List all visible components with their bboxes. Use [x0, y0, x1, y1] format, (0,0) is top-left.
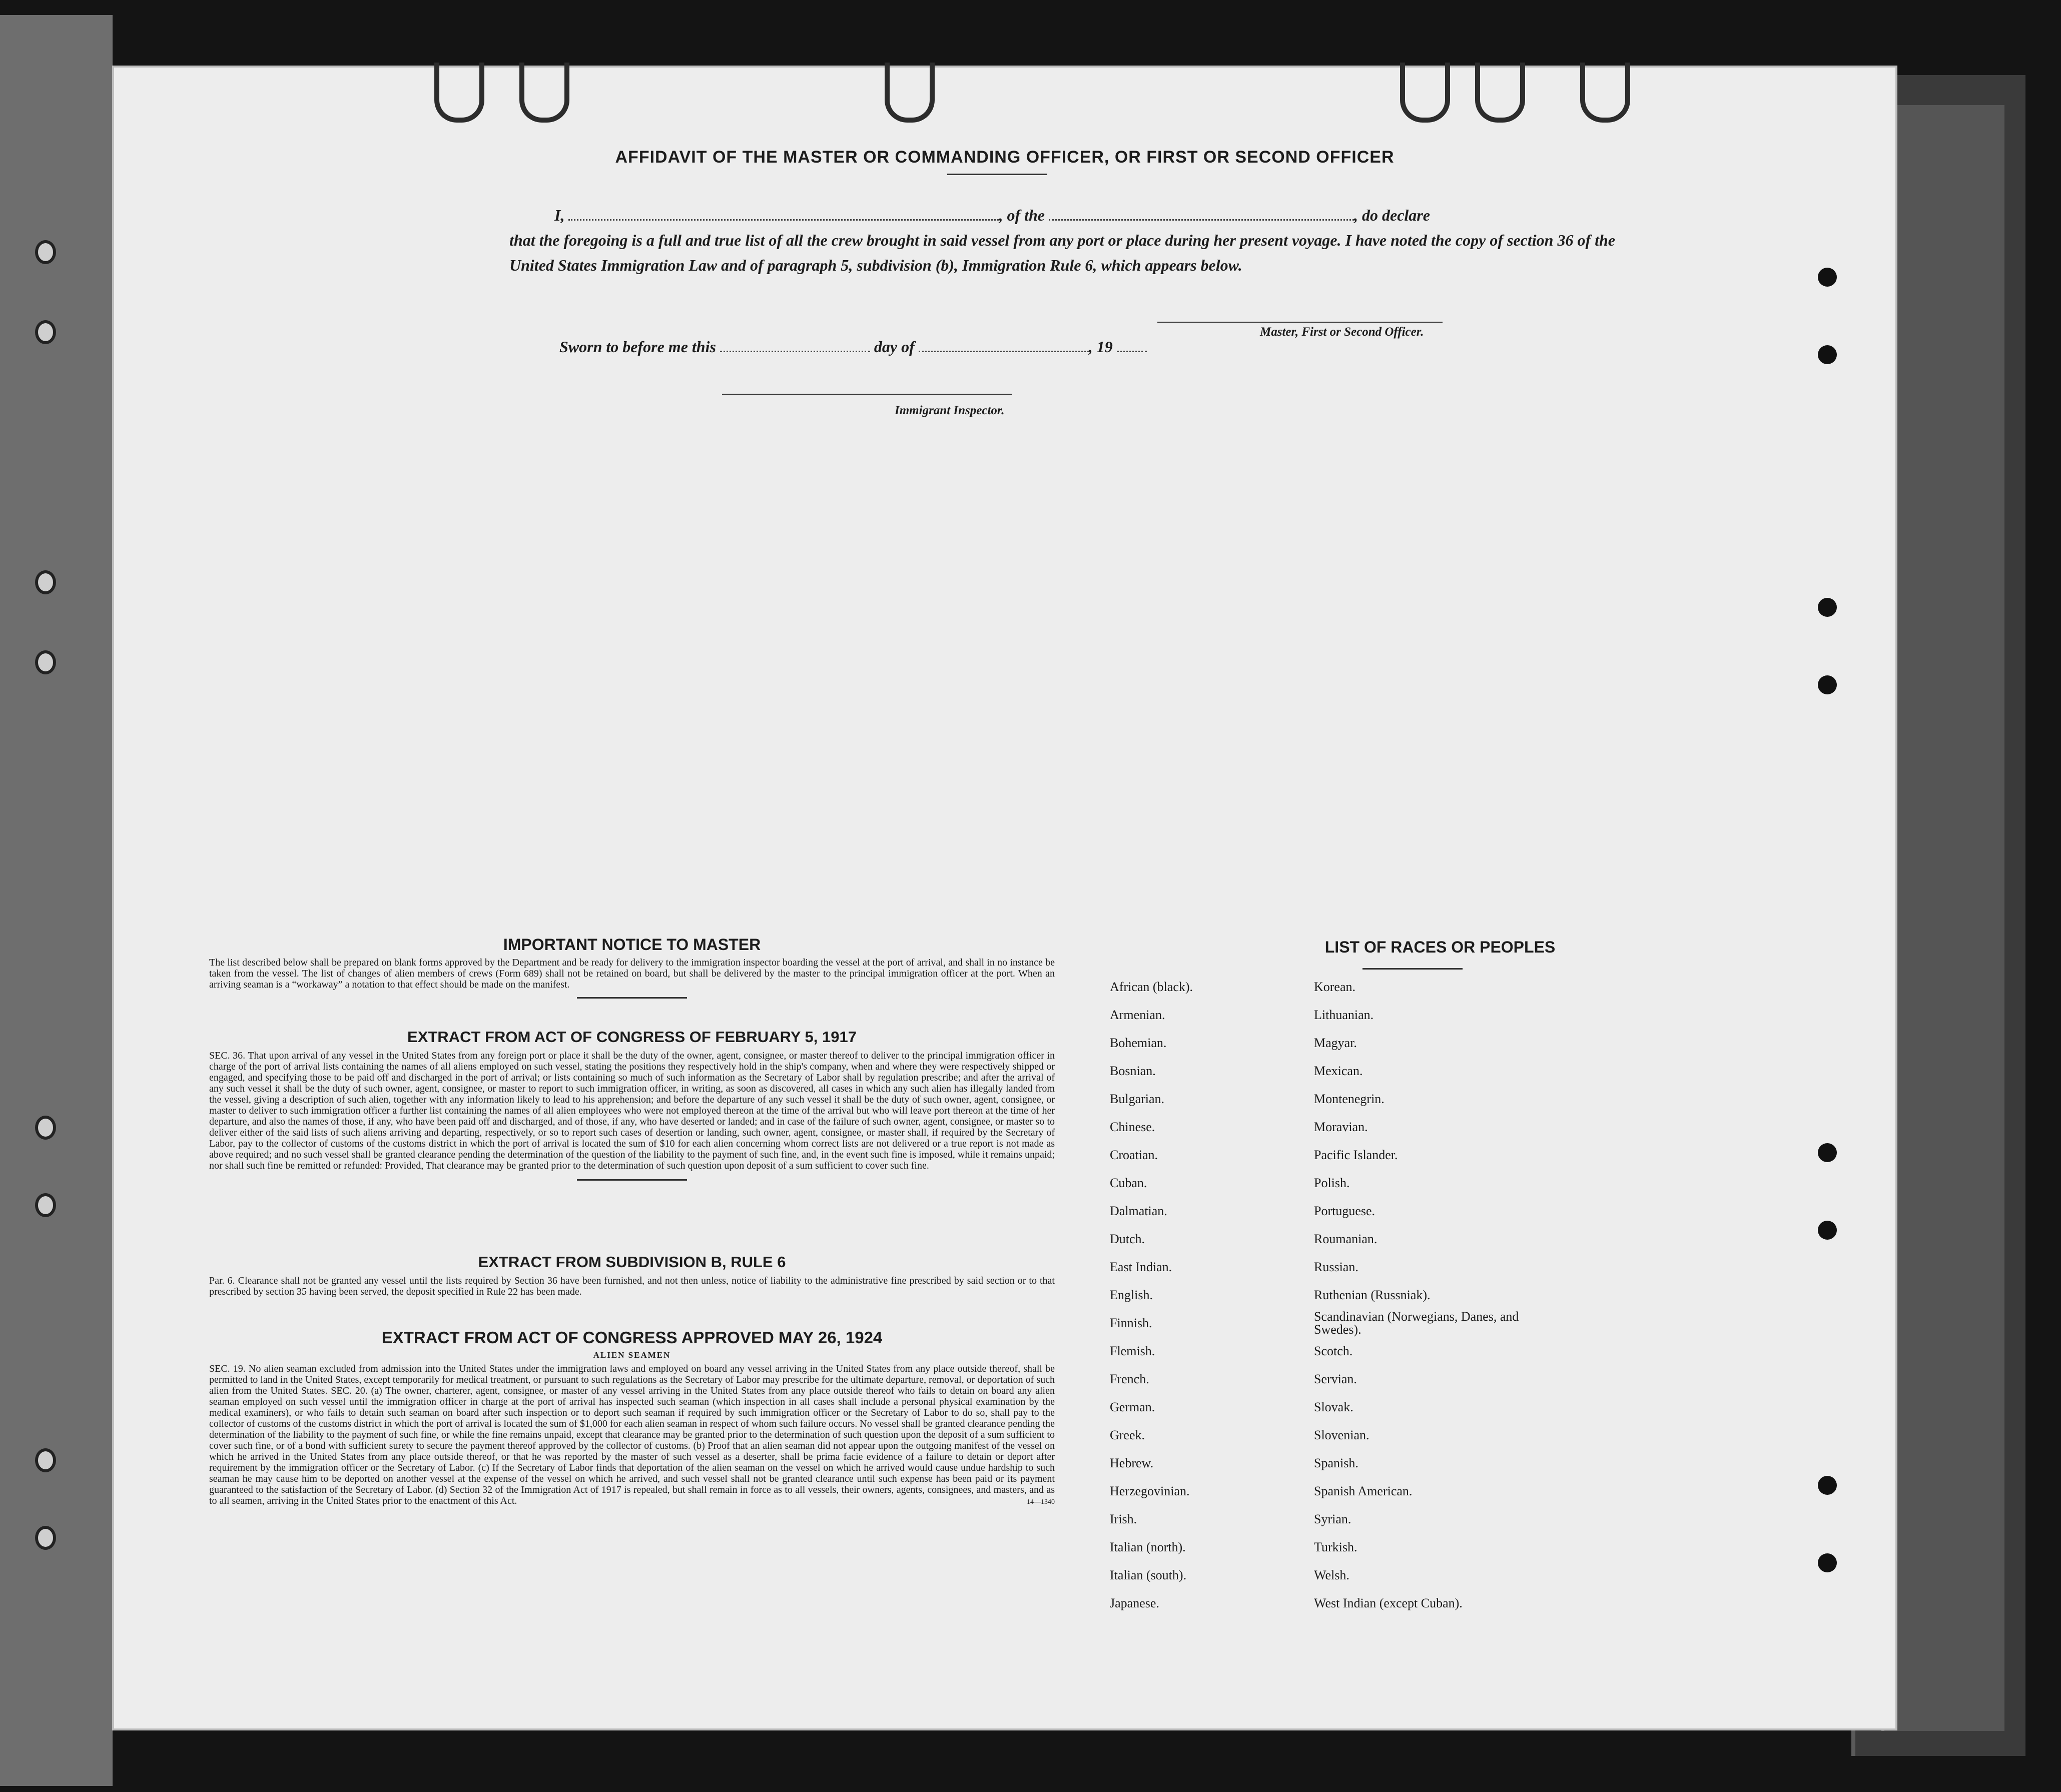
- punch-hole-icon: [1818, 1221, 1837, 1240]
- manifest-page: [114, 68, 1895, 1728]
- race-item: Russian.: [1314, 1260, 1358, 1274]
- race-item: Croatian.: [1110, 1148, 1158, 1162]
- notice-section: [209, 936, 1055, 999]
- binder-hole-icon: [35, 1526, 56, 1550]
- race-item: Slovak.: [1314, 1400, 1353, 1414]
- sworn-year-field[interactable]: [1117, 341, 1147, 352]
- binding-ring-icon: [885, 63, 935, 123]
- extract-1924-heading: EXTRACT FROM ACT OF CONGRESS APPROVED MAY 26, 1924: [381, 1328, 883, 1347]
- affidavit-heading: AFFIDAVIT OF THE MASTER OR COMMANDING OFFICER, OR FIRST OR SECOND OFFICER: [615, 148, 1395, 167]
- binder-hole-icon: [35, 320, 56, 344]
- sworn-day-of-label: day of: [874, 338, 915, 356]
- race-item: Irish.: [1110, 1512, 1137, 1526]
- extract-1917-heading: EXTRACT FROM ACT OF CONGRESS OF FEBRUARY 5, 1917: [407, 1028, 857, 1046]
- race-item: Roumanian.: [1314, 1232, 1378, 1246]
- affidavit-declaration: [509, 203, 1615, 278]
- sworn-label: Sworn to before me this: [559, 338, 716, 356]
- race-item: Italian (south).: [1110, 1568, 1187, 1582]
- binding-ring-icon: [519, 63, 569, 123]
- sworn-line: [559, 338, 1147, 356]
- punch-hole-icon: [1818, 1143, 1837, 1162]
- race-item: Spanish American.: [1314, 1484, 1413, 1498]
- race-item: Finnish.: [1110, 1316, 1152, 1330]
- sworn-day-field[interactable]: [720, 341, 870, 352]
- race-item: Korean.: [1314, 980, 1356, 994]
- race-item: French.: [1110, 1372, 1149, 1386]
- vessel-field[interactable]: [1049, 209, 1354, 221]
- punch-hole-icon: [1818, 675, 1837, 694]
- extract-1917-rule: [577, 1179, 687, 1181]
- notice-rule: [577, 997, 687, 999]
- races-rule: [1362, 968, 1463, 970]
- race-item: English.: [1110, 1288, 1153, 1302]
- rule-6-section: [209, 1253, 1055, 1297]
- sworn-month-field[interactable]: [919, 341, 1089, 352]
- race-item: East Indian.: [1110, 1260, 1172, 1274]
- race-item: Ruthenian (Russniak).: [1314, 1288, 1431, 1302]
- race-item: Polish.: [1314, 1176, 1350, 1190]
- binder-hole-icon: [35, 1193, 56, 1217]
- race-item: Servian.: [1314, 1372, 1357, 1386]
- binding-ring-icon: [1475, 63, 1525, 123]
- binder-hole-icon: [35, 240, 56, 264]
- left-binding-strip: [0, 15, 113, 1786]
- binder-hole-icon: [35, 1116, 56, 1140]
- extract-1924-subheading: ALIEN SEAMEN: [593, 1350, 671, 1360]
- punch-hole-icon: [1818, 345, 1837, 364]
- race-item: Cuban.: [1110, 1176, 1147, 1190]
- race-item: Lithuanian.: [1314, 1008, 1374, 1022]
- name-field[interactable]: [568, 209, 999, 221]
- race-item: Scotch.: [1314, 1344, 1353, 1358]
- races-list: [1110, 973, 1540, 1617]
- sworn-year-label: , 19: [1088, 338, 1113, 356]
- race-item: Bulgarian.: [1110, 1092, 1165, 1106]
- punch-hole-icon: [1818, 1476, 1837, 1495]
- extract-1917-text: SEC. 36. That upon arrival of any vessel in the United States from any foreign port or place it shall be the duty of the owner, agent, consignee, or master thereof to deliver to the principal immigration officer in charge of the port of arrival lists containing the names of all aliens employed on such vessel, stating the positions they respectively hold in the ship's company, when and where they were respectively shipped or engaged, and specifying those to be paid off and discharged in the port of arrival; or lists containing so much of such information as the Secretary of Labor shall by regulation prescribe; and after the arrival of any such vessel it shall be the duty of such owner, agent, consignee, or master to report to such immigration officer, in writing, as soon as discovered, all cases in which any such alien has illegally landed from the vessel, giving a description of such alien, together with any information likely to lead to his apprehension; and before the departure of any such vessel it shall be the duty of such owner, agent, consignee, or master to deliver to such immigration officer a further list containing the names of all alien employees who were not employed thereon at the time of the arrival but who will leave port thereon at the time of her departure, and also the names of those, if any, who have been paid off and discharged, and of those, if any, who have deserted or landed; and in case of the failure of such owner, agent, consignee, or master so to deliver either of the said lists of such aliens arriving and departing, respectively, or so to report such cases of desertion or landing, such owner, agent, consignee, or master shall, if required by the Secretary of Labor, pay to the collector of customs of the customs district in which the port of arrival is located the sum of $10 for each alien concerning whom correct lists are not delivered or a true report is not made as above required; and no such vessel shall be granted clearance pending the determination of the question of the liability to the payment of such fine, and, in the event such fine is imposed, while it remains unpaid; nor shall such fine be remitted or refunded: Provided, That clearance may be granted prior to the determination of such question upon deposit of a sum sufficient to cover such fine.: [209, 1050, 1055, 1171]
- race-item: Slovenian.: [1314, 1428, 1369, 1442]
- affidavit-i-label: I,: [554, 206, 565, 224]
- race-item: Bosnian.: [1110, 1064, 1156, 1078]
- race-item: Italian (north).: [1110, 1540, 1186, 1554]
- race-item: Syrian.: [1314, 1512, 1351, 1526]
- race-item: German.: [1110, 1400, 1155, 1414]
- binding-ring-icon: [434, 63, 484, 123]
- notice-heading: IMPORTANT NOTICE TO MASTER: [503, 936, 761, 954]
- race-item: Magyar.: [1314, 1036, 1357, 1050]
- binding-ring-icon: [1400, 63, 1450, 123]
- punch-hole-icon: [1818, 1553, 1837, 1572]
- binding-ring-icon: [1580, 63, 1630, 123]
- rule-6-text: Par. 6. Clearance shall not be granted any vessel until the lists required by Section 36 have been furnished, and not then unless, notice of liability to the administrative fine prescribed by said section or to that prescribed by section 35 having been served, the deposit specified in Rule 22 has been made.: [209, 1275, 1055, 1297]
- race-item: West Indian (except Cuban).: [1314, 1596, 1463, 1610]
- underlying-page-edge: [1881, 105, 2004, 1731]
- affidavit-body: that the foregoing is a full and true list of all the crew brought in said vessel from any port or place during her present voyage. I have noted the copy of section 36 of the United States Immigration Law and of paragraph 5, subdivision (b), Immigration Rule 6, which appears below.: [509, 231, 1615, 274]
- affidavit-of-label: , of the: [999, 206, 1045, 224]
- punch-hole-icon: [1818, 598, 1837, 617]
- race-item: Scandinavian (Norwegians, Danes, and Swedes).: [1314, 1309, 1519, 1337]
- extract-1917-section: [209, 1028, 1055, 1181]
- race-item: Welsh.: [1314, 1568, 1349, 1582]
- race-item: Hebrew.: [1110, 1456, 1154, 1470]
- affidavit-rule: [947, 174, 1047, 175]
- affidavit-declare-label: , do declare: [1354, 206, 1430, 224]
- races-heading: LIST OF RACES OR PEOPLES: [1324, 938, 1556, 956]
- race-item: Japanese.: [1110, 1596, 1159, 1610]
- race-item: Chinese.: [1110, 1120, 1155, 1134]
- extract-1924-text: SEC. 19. No alien seaman excluded from admission into the United States under the immigration laws and employed on board any vessel arriving in the United States from any place outside thereof, shall be permitted to land in the United States, except temporarily for medical treatment, or pursuant to such regulations as the Secretary of Labor may prescribe for the ultimate departure, removal, or deportation of such alien from the United States. SEC. 20. (a) The owner, charterer, agent, consignee, or master of any vessel arriving in the United States from any place outside thereof who fails to detain on board any alien seaman employed on such vessel until the immigration officer in charge at the port of arrival has inspected such seaman (which inspection in all cases shall include a personal physical examination by the medical examiners), or who fails to detain such seaman on board after such inspection or to deport such seaman if required by such immigration officer or the Secretary of Labor to do so, shall pay to the collector of customs of the customs district in which the port of arrival is located the sum of $1,000 for each alien seaman in respect of whom such failure occurs. No vessel shall be granted clearance pending the determination of the liability to the payment of such fine, or while the fine remains unpaid, except that clearance may be granted prior to the determination of such question upon the deposit of a sum sufficient to cover such fine, or of a bond with sufficient surety to secure the payment thereof approved by the collector of customs. (b) Proof that an alien seaman did not appear upon the outgoing manifest of the vessel on which he arrived in the United States from any place outside thereof, or that he was reported by the master of such vessel as a deserter, shall be prima facie evidence of a failure to detain or deport after requirement by the immigration officer or the Secretary of Labor. (c) If the Secretary of Labor finds that deportation of the alien seaman on the vessel on which he arrived would cause undue hardship to such seaman he may cause him to be deported on another vessel at the expense of the vessel on which he arrived, and such vessel shall not be granted clearance until such expense has been paid or its payment guaranteed to the satisfaction of the Secretary of Labor. (d) Section 32 of the Immigration Act of 1917 is repealed, but shall remain in force as to all vessels, their owners, agents, consignees, and masters, and as to all seamen, arriving in the United States prior to the enactment of this Act.: [209, 1363, 1055, 1506]
- binder-hole-icon: [35, 650, 56, 674]
- inspector-signature-label: Immigrant Inspector.: [895, 404, 1005, 417]
- inspector-signature-line[interactable]: [722, 394, 1012, 395]
- extract-1924-section: [209, 1328, 1055, 1506]
- rule-6-heading: EXTRACT FROM SUBDIVISION B, RULE 6: [478, 1253, 786, 1271]
- affidavit-line-1: [554, 203, 1615, 228]
- notice-text: The list described below shall be prepared on blank forms approved by the Department and be ready for delivery to the immigration inspector boarding the vessel at the port of arrival, and shall in no instance be taken from the vessel. The list of changes of alien members of crews (Form 689) shall not be retained on board, but shall be delivered by the master to the principal immigration officer at the port. When an arriving seaman is a “workaway” a notation to that effect should be made on the manifest.: [209, 957, 1055, 990]
- race-item: Portuguese.: [1314, 1204, 1376, 1218]
- race-item: Herzegovinian.: [1110, 1484, 1190, 1498]
- master-signature-label: Master, First or Second Officer.: [1260, 325, 1424, 339]
- race-item: Mexican.: [1314, 1064, 1363, 1078]
- race-item: Spanish.: [1314, 1456, 1358, 1470]
- form-number: 14—1340: [1027, 1498, 1055, 1506]
- race-item: Dutch.: [1110, 1232, 1145, 1246]
- race-item: Moravian.: [1314, 1120, 1368, 1134]
- master-signature-line[interactable]: [1157, 322, 1443, 323]
- punch-hole-icon: [1818, 268, 1837, 287]
- race-item: African (black).: [1110, 980, 1193, 994]
- race-item: Bohemian.: [1110, 1036, 1167, 1050]
- binder-hole-icon: [35, 1448, 56, 1472]
- race-item: Greek.: [1110, 1428, 1145, 1442]
- race-item: Montenegrin.: [1314, 1092, 1385, 1106]
- race-item: Armenian.: [1110, 1008, 1165, 1022]
- race-item: Pacific Islander.: [1314, 1148, 1398, 1162]
- race-item: Turkish.: [1314, 1540, 1357, 1554]
- race-item: Dalmatian.: [1110, 1204, 1167, 1218]
- binder-hole-icon: [35, 570, 56, 594]
- race-item: Flemish.: [1110, 1344, 1155, 1358]
